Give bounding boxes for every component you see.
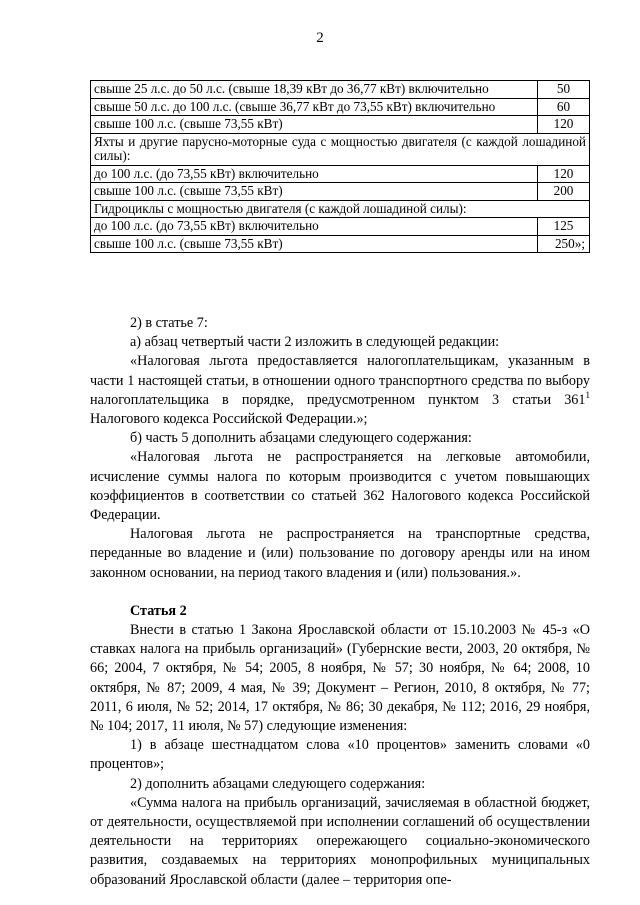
table-cell-description: свыше 25 л.с. до 50 л.с. (свыше 18,39 кВт до 36,77 кВт) включительно <box>91 81 538 99</box>
table-row <box>91 116 590 134</box>
paragraph: Внести в статью 1 Закона Ярославской области от 15.10.2003 № 45-з «О ставках налога на прибыль организаций» (Губернские вести, 2003, 20 октября, № 66; 2004, 7 октября, № 54; 2005, 8 ноября, № 57; 30 ноября, № 64; 2008, 10 октября, № 87; 2009, 4 мая, № 39; Документ – Регион, 2010, 8 октября, № 77; 2011, 6 июля, № 52; 2014, 17 октября, № 86; 30 декабря, № 112; 2016, 29 ноября, № 104; 2017, 11 июля, № 57) следующие изменения: <box>90 622 590 735</box>
table-row <box>91 98 590 116</box>
table-cell-description: свыше 100 л.с. (свыше 73,55 кВт) <box>91 235 538 253</box>
table-cell-rate: 200 <box>538 183 590 201</box>
table-row <box>91 235 590 253</box>
paragraph: Налоговая льгота не распространяется на транспортные средства, переданные во владение и (или) пользование по договору аренды или на ином законном основании, на период такого владения и (или) пользования.». <box>90 526 590 581</box>
table-group-heading: Гидроциклы с мощностью двигателя (с каждой лошадиной силы): <box>91 200 590 218</box>
table-cell-description: свыше 50 л.с. до 100 л.с. (свыше 36,77 кВт до 73,55 кВт) включительно <box>91 98 538 116</box>
table-cell-rate: 50 <box>538 81 590 99</box>
table-cell-description: свыше 100 л.с. (свыше 73,55 кВт) <box>91 183 538 201</box>
table-row <box>91 218 590 236</box>
table-cell-rate: 125 <box>538 218 590 236</box>
table-cell-description: до 100 л.с. (до 73,55 кВт) включительно <box>91 165 538 183</box>
tax-rate-table <box>90 80 590 253</box>
table-cell-rate: 60 <box>538 98 590 116</box>
table-cell-description: свыше 100 л.с. (свыше 73,55 кВт) <box>91 116 538 134</box>
page-number: 2 <box>316 30 324 46</box>
document-body <box>90 314 590 890</box>
paragraph: а) абзац четвертый части 2 изложить в следующей редакции: <box>130 334 500 351</box>
table-cell-description: до 100 л.с. (до 73,55 кВт) включительно <box>91 218 538 236</box>
table-row <box>91 165 590 183</box>
paragraph: 1) в абзаце шестнадцатом слова «10 процентов» заменить словами «0 процентов»; <box>90 737 590 773</box>
table-row <box>91 133 590 165</box>
table-row <box>91 183 590 201</box>
paragraph: 2) дополнить абзацами следующего содержания: <box>130 775 426 792</box>
article-heading: Статья 2 <box>130 602 187 619</box>
paragraph: б) часть 5 дополнить абзацами следующего содержания: <box>130 430 472 447</box>
table-group-heading: Яхты и другие парусно-моторные суда с мощностью двигателя (с каждой лошадиной силы): <box>91 133 590 165</box>
table-cell-rate: 250»; <box>538 235 590 253</box>
paragraph: «Сумма налога на прибыль организаций, зачисляемая в областной бюджет, от деятельности, осуществляемой при исполнении соглашений об осуществлении деятельности на территориях опережающего социально-экономического развития, создаваемых на территориях монопрофильных муниципальных образований Ярославской области (далее – территория опе- <box>90 794 590 888</box>
table-cell-rate: 120 <box>538 116 590 134</box>
paragraph: 2) в статье 7: <box>130 315 208 331</box>
table-row <box>91 200 590 218</box>
table-cell-rate: 120 <box>538 165 590 183</box>
paragraph: «Налоговая льгота предоставляется налогоплательщикам, указанным в части 1 настоящей статьи, в отношении одного транспортного средства по выбору налогоплательщика в порядке, предусмотренном пунктом 3 статьи $361^1$ Налогового кодекса Российской Федерации.»; <box>90 353 590 428</box>
paragraph: «Налоговая льгота не распространяется на легковые автомобили, исчисление суммы налога по которым производится с учетом повышающих коэффициентов в соответствии со статьей 362 Налогового кодекса Российской Федерации. <box>90 449 590 524</box>
table-row <box>91 81 590 99</box>
